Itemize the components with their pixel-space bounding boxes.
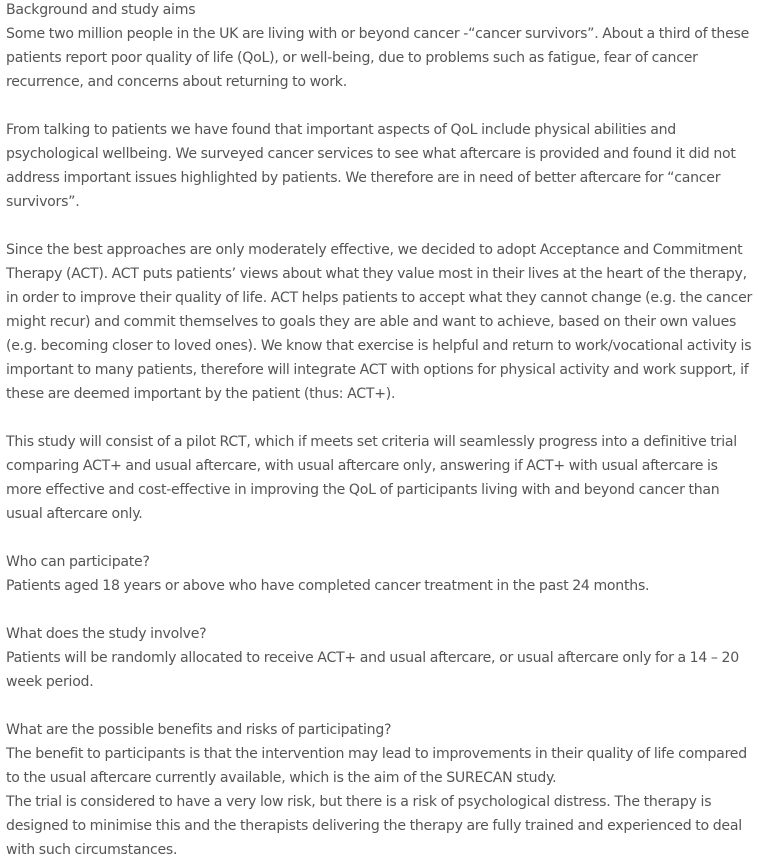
- paragraph-study-design: This study will consist of a pilot RCT, which if meets set criteria will seamlessly progress into a definitive trial comparing ACT+ and usual aftercare, with usual aftercare only, answering if ACT+ with usual aftercare is more effective and cost-effective in improving the QoL of participants living with and beyond cancer than usual aftercare only.: [6, 434, 737, 522]
- paragraph-background-and-study-aims: Background and study aims Some two million people in the UK are living with or beyond cancer -“cancer survivors”. About a third of these patients report poor quality of life (QoL), or well-being, due to problems such as fatigue, fear of cancer recurrence, and concerns about returning to work.: [6, 2, 750, 90]
- paragraph-study-involvement: What does the study involve? Patients will be randomly allocated to receive ACT+ and usual aftercare, or usual aftercare only for a 14 – 20 week period.: [6, 626, 739, 690]
- paragraph-patient-needs: From talking to patients we have found that important aspects of QoL include physical abilities and psychological wellbeing. We surveyed cancer services to see what aftercare is provided and found it did not address important issues highlighted by patients. We therefore are in need of better aftercare for “cancer survivors”.: [6, 122, 736, 210]
- paragraph-act-therapy: Since the best approaches are only moderately effective, we decided to adopt Acceptance and Commitment Therapy (ACT). ACT puts patients’ views about what they value most in their lives at the heart of the therapy, in order to improve their quality of life. ACT helps patients to accept what they cannot change (e.g. the cancer might recur) and commit themselves to goals they are able and want to achieve, based on their own values (e.g. becoming closer to loved ones). We know that exercise is helpful and return to work/vocational activity is important to many patients, therefore will integrate ACT with options for physical activity and work support, if these are deemed important by the patient (thus: ACT+).: [6, 242, 753, 402]
- article-body: [6, 0, 754, 862]
- paragraph-benefits-and-risks: What are the possible benefits and risks of participating? The benefit to participants is that the intervention may lead to improvements in their quality of life compared to the usual aftercare currently available, which is the aim of the SURECAN study. The trial is considered to have a very low risk, but there is a risk of psychological distress. The therapy is designed to minimise this and the therapists delivering the therapy are fully trained and experienced to deal with such circumstances.: [6, 722, 747, 858]
- paragraph-who-can-participate: Who can participate? Patients aged 18 years or above who have completed cancer treatment in the past 24 months.: [6, 554, 650, 594]
